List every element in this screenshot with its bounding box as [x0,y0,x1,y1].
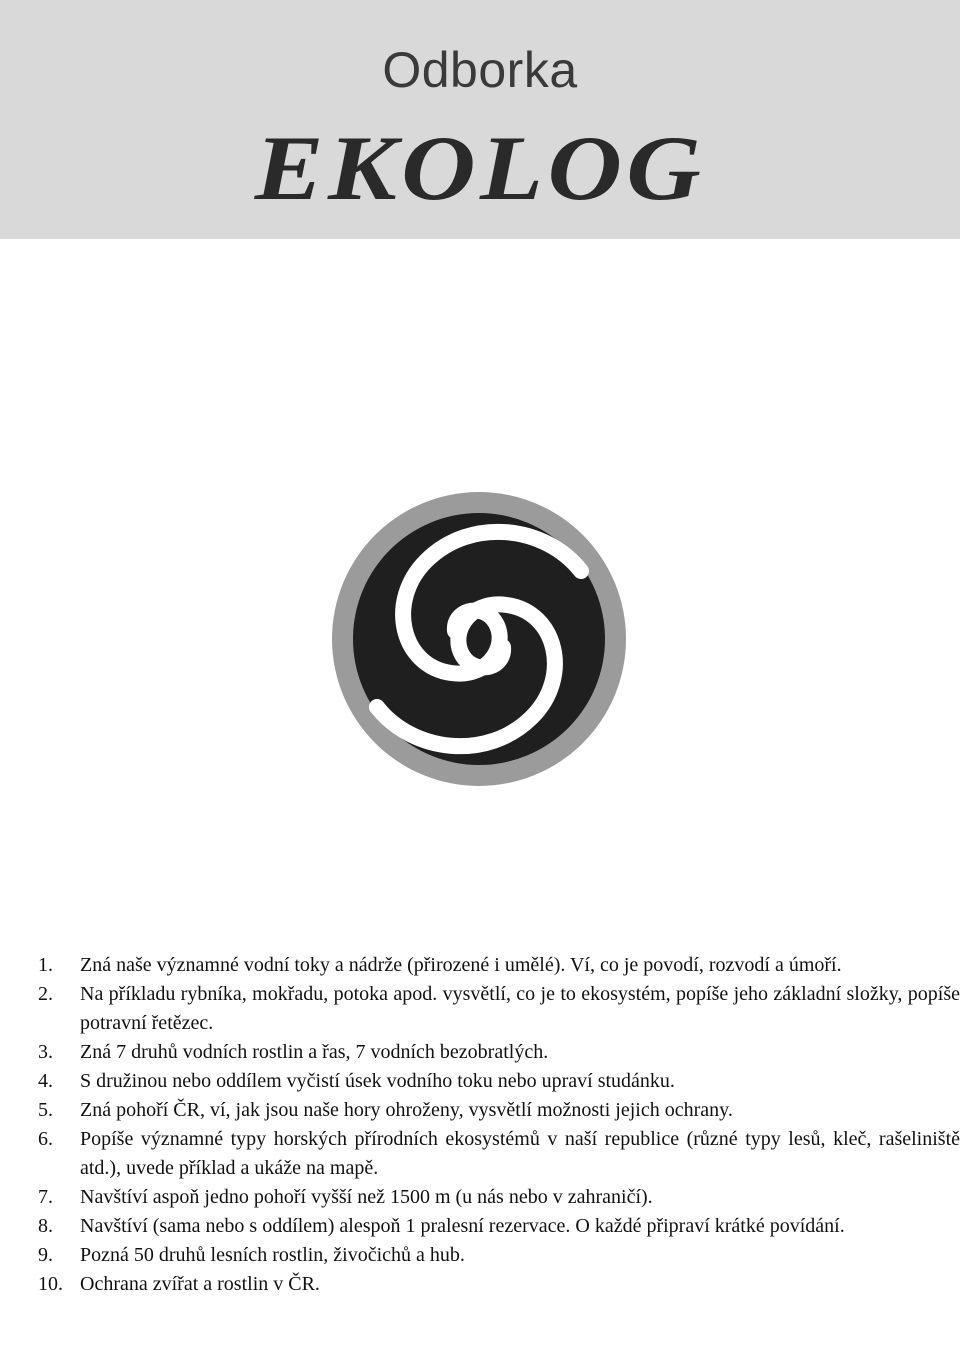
list-item-number: 6. [38,1128,53,1150]
list-item [38,1096,960,1125]
requirements-list [38,951,960,1299]
list-item-number: 1. [38,954,53,976]
list-item [38,1038,960,1067]
list-item-text: Navštíví aspoň jedno pohoří vyšší než 1500 m (u nás nebo v zahraničí). [80,1186,653,1208]
list-item-text: S družinou nebo oddílem vyčistí úsek vodního toku nebo upraví studánku. [80,1070,675,1092]
list-item-number: 5. [38,1099,53,1121]
list-item-text: Na příkladu rybníka, mokřadu, potoka apod. vysvětlí, co je to ekosystém, popíše jeho základní složky, popíše potravní řetězec. [80,983,960,1034]
list-item [38,1212,960,1241]
list-item [38,951,960,980]
list-item-number: 3. [38,1041,53,1063]
list-item-text: Zná pohoří ČR, ví, jak jsou naše hory ohroženy, vysvětlí možnosti jejich ochrany. [80,1099,733,1121]
list-item-text: Pozná 50 druhů lesních rostlin, živočichů a hub. [80,1244,465,1266]
list-item-number: 9. [38,1244,53,1266]
list-item [38,1125,960,1183]
header-band [0,0,960,239]
list-item-text: Zná naše významné vodní toky a nádrže (přirozené i umělé). Ví, co je povodí, rozvodí a úmoří. [80,954,842,976]
list-item-number: 2. [38,983,53,1005]
list-item [38,1183,960,1212]
list-item-text: Zná 7 druhů vodních rostlin a řas, 7 vodních bezobratlých. [80,1041,549,1063]
list-item-number: 8. [38,1215,53,1237]
list-item-number: 4. [38,1070,53,1092]
list-item [38,1067,960,1096]
page-title: EKOLOG [254,117,706,219]
list-item-text: Navštíví (sama nebo s oddílem) alespoň 1 pralesní rezervace. O každé připraví krátké povídání. [80,1215,845,1237]
list-item-number: 7. [38,1186,53,1208]
list-item-text: Popíše významné typy horských přírodních ekosystémů v naší republice (různé typy lesů, kleč, rašeliniště atd.), uvede příklad a ukáže na mapě. [80,1128,960,1179]
list-item [38,980,960,1038]
list-item-text: Ochrana zvířat a rostlin v ČR. [80,1273,320,1295]
page-subtitle: Odborka [382,42,578,98]
spiral-emblem-icon [331,491,627,787]
list-item-number: 10. [38,1273,63,1295]
list-item [38,1270,960,1299]
list-item [38,1241,960,1270]
